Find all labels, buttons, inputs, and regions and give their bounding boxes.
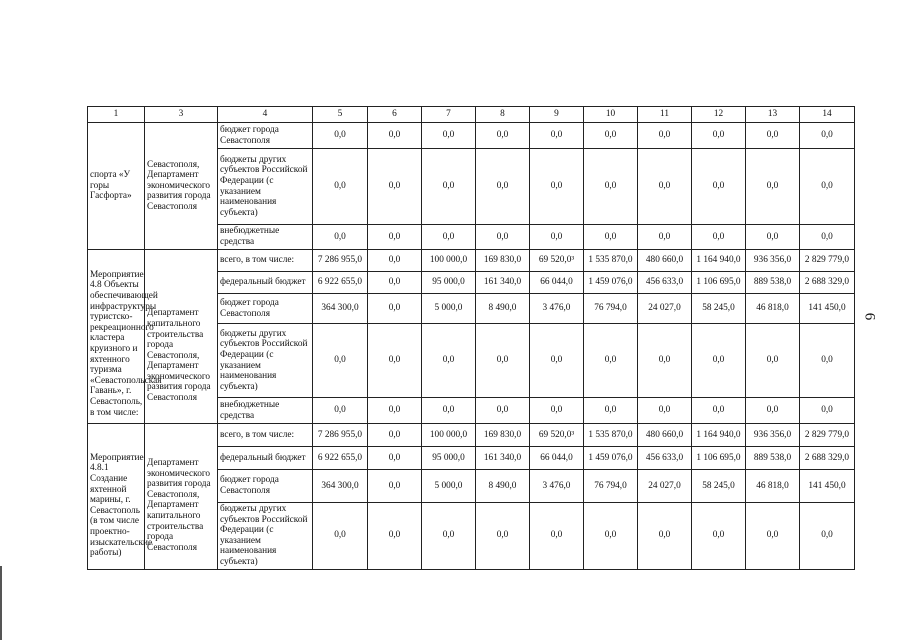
value-cell: 2 688 329,0 <box>800 272 855 294</box>
value-cell: 0,0 <box>422 123 476 149</box>
value-cell: 0,0 <box>368 250 422 272</box>
value-cell: 169 830,0 <box>476 424 530 447</box>
value-cell: 456 633,0 <box>638 447 692 470</box>
value-cell: 0,0 <box>692 149 746 225</box>
value-cell: 0,0 <box>746 123 800 149</box>
value-cell: 0,0 <box>638 149 692 225</box>
column-header: 10 <box>584 107 638 123</box>
value-cell: 1 535 870,0 <box>584 250 638 272</box>
value-cell: 0,0 <box>584 123 638 149</box>
value-cell: 0,0 <box>530 149 584 225</box>
value-cell: 69 520,0³ <box>530 424 584 447</box>
value-cell: 456 633,0 <box>638 272 692 294</box>
value-cell: 0,0 <box>638 503 692 570</box>
value-cell: 0,0 <box>368 447 422 470</box>
value-cell: 0,0 <box>638 225 692 250</box>
funding-source-cell: всего, в том числе: <box>218 250 313 272</box>
funding-source-cell: бюджеты других субъектов Российской Федерации (с указанием наименования субъекта) <box>218 149 313 225</box>
value-cell: 0,0 <box>800 503 855 570</box>
measure-name-cell: Мероприятие 4.8 Объекты обеспечивающей инфраструктуры туристско-рекреационного кластера круизного и яхтенного туризма «Севастопольская Гавань», г. Севастополь, в том числе: <box>88 250 145 424</box>
value-cell: 95 000,0 <box>422 272 476 294</box>
value-cell: 0,0 <box>746 225 800 250</box>
value-cell: 1 459 076,0 <box>584 272 638 294</box>
value-cell: 2 829 779,0 <box>800 424 855 447</box>
value-cell: 76 794,0 <box>584 470 638 503</box>
executor-cell: Севастополя, Департамент экономического развития города Севастополя <box>145 123 218 250</box>
value-cell: 1 459 076,0 <box>584 447 638 470</box>
value-cell: 0,0 <box>800 398 855 424</box>
table-row <box>88 424 855 447</box>
value-cell: 0,0 <box>746 149 800 225</box>
column-header: 5 <box>313 107 368 123</box>
value-cell: 0,0 <box>313 149 368 225</box>
value-cell: 1 535 870,0 <box>584 424 638 447</box>
table-row <box>88 123 855 149</box>
value-cell: 0,0 <box>584 324 638 398</box>
value-cell: 0,0 <box>368 225 422 250</box>
value-cell: 6 922 655,0 <box>313 272 368 294</box>
value-cell: 0,0 <box>800 123 855 149</box>
value-cell: 936 356,0 <box>746 424 800 447</box>
value-cell: 0,0 <box>692 324 746 398</box>
value-cell: 0,0 <box>476 225 530 250</box>
column-header: 9 <box>530 107 584 123</box>
value-cell: 0,0 <box>530 123 584 149</box>
value-cell: 0,0 <box>530 398 584 424</box>
value-cell: 0,0 <box>422 149 476 225</box>
value-cell: 76 794,0 <box>584 294 638 324</box>
value-cell: 480 660,0 <box>638 424 692 447</box>
value-cell: 0,0 <box>422 324 476 398</box>
value-cell: 169 830,0 <box>476 250 530 272</box>
value-cell: 0,0 <box>368 424 422 447</box>
value-cell: 0,0 <box>368 398 422 424</box>
column-number-row <box>88 107 855 123</box>
value-cell: 3 476,0 <box>530 470 584 503</box>
value-cell: 24 027,0 <box>638 470 692 503</box>
value-cell: 0,0 <box>800 149 855 225</box>
column-header: 14 <box>800 107 855 123</box>
value-cell: 1 164 940,0 <box>692 250 746 272</box>
executor-cell: Департамент экономического развития города Севастополя, Департамент капитального строительства города Севастополя <box>145 424 218 570</box>
column-header: 3 <box>145 107 218 123</box>
value-cell: 889 538,0 <box>746 272 800 294</box>
value-cell: 0,0 <box>476 398 530 424</box>
table-row <box>88 250 855 272</box>
value-cell: 161 340,0 <box>476 447 530 470</box>
value-cell: 0,0 <box>692 225 746 250</box>
value-cell: 5 000,0 <box>422 470 476 503</box>
value-cell: 66 044,0 <box>530 447 584 470</box>
value-cell: 7 286 955,0 <box>313 424 368 447</box>
value-cell: 0,0 <box>530 225 584 250</box>
value-cell: 1 164 940,0 <box>692 424 746 447</box>
value-cell: 364 300,0 <box>313 470 368 503</box>
column-header: 1 <box>88 107 145 123</box>
value-cell: 364 300,0 <box>313 294 368 324</box>
value-cell: 58 245,0 <box>692 294 746 324</box>
funding-source-cell: федеральный бюджет <box>218 447 313 470</box>
value-cell: 0,0 <box>746 503 800 570</box>
value-cell: 58 245,0 <box>692 470 746 503</box>
value-cell: 0,0 <box>692 503 746 570</box>
column-header: 13 <box>746 107 800 123</box>
budget-table <box>87 106 855 570</box>
value-cell: 0,0 <box>313 503 368 570</box>
funding-source-cell: бюджеты других субъектов Российской Федерации (с указанием наименования субъекта) <box>218 324 313 398</box>
funding-source-cell: бюджет города Севастополя <box>218 123 313 149</box>
value-cell: 0,0 <box>584 503 638 570</box>
value-cell: 1 106 695,0 <box>692 447 746 470</box>
value-cell: 100 000,0 <box>422 250 476 272</box>
value-cell: 2 688 329,0 <box>800 447 855 470</box>
value-cell: 0,0 <box>746 398 800 424</box>
value-cell: 141 450,0 <box>800 294 855 324</box>
funding-source-cell: федеральный бюджет <box>218 272 313 294</box>
value-cell: 0,0 <box>692 398 746 424</box>
value-cell: 0,0 <box>368 272 422 294</box>
value-cell: 0,0 <box>584 398 638 424</box>
value-cell: 6 922 655,0 <box>313 447 368 470</box>
column-header: 6 <box>368 107 422 123</box>
value-cell: 0,0 <box>368 503 422 570</box>
value-cell: 0,0 <box>313 225 368 250</box>
value-cell: 0,0 <box>368 470 422 503</box>
value-cell: 0,0 <box>476 123 530 149</box>
value-cell: 141 450,0 <box>800 470 855 503</box>
value-cell: 0,0 <box>422 398 476 424</box>
value-cell: 0,0 <box>638 398 692 424</box>
funding-source-cell: бюджеты других субъектов Российской Федерации (с указанием наименования субъекта) <box>218 503 313 570</box>
value-cell: 0,0 <box>313 123 368 149</box>
value-cell: 46 818,0 <box>746 294 800 324</box>
column-header: 8 <box>476 107 530 123</box>
funding-source-cell: бюджет города Севастополя <box>218 294 313 324</box>
funding-source-cell: внебюджетные средства <box>218 398 313 424</box>
value-cell: 3 476,0 <box>530 294 584 324</box>
value-cell: 161 340,0 <box>476 272 530 294</box>
column-header: 4 <box>218 107 313 123</box>
value-cell: 0,0 <box>476 149 530 225</box>
value-cell: 0,0 <box>800 225 855 250</box>
funding-source-cell: всего, в том числе: <box>218 424 313 447</box>
scan-edge-mark <box>0 566 2 640</box>
value-cell: 889 538,0 <box>746 447 800 470</box>
value-cell: 0,0 <box>368 324 422 398</box>
value-cell: 24 027,0 <box>638 294 692 324</box>
value-cell: 0,0 <box>584 149 638 225</box>
value-cell: 0,0 <box>476 324 530 398</box>
value-cell: 480 660,0 <box>638 250 692 272</box>
value-cell: 0,0 <box>368 149 422 225</box>
value-cell: 7 286 955,0 <box>313 250 368 272</box>
value-cell: 0,0 <box>368 294 422 324</box>
value-cell: 0,0 <box>638 123 692 149</box>
funding-source-cell: бюджет города Севастополя <box>218 470 313 503</box>
value-cell: 2 829 779,0 <box>800 250 855 272</box>
value-cell: 8 490,0 <box>476 294 530 324</box>
value-cell: 0,0 <box>530 503 584 570</box>
value-cell: 936 356,0 <box>746 250 800 272</box>
value-cell: 66 044,0 <box>530 272 584 294</box>
value-cell: 0,0 <box>313 324 368 398</box>
value-cell: 0,0 <box>800 324 855 398</box>
funding-source-cell: внебюджетные средства <box>218 225 313 250</box>
value-cell: 0,0 <box>638 324 692 398</box>
value-cell: 0,0 <box>692 123 746 149</box>
column-header: 11 <box>638 107 692 123</box>
value-cell: 0,0 <box>422 225 476 250</box>
value-cell: 0,0 <box>746 324 800 398</box>
value-cell: 0,0 <box>368 123 422 149</box>
column-header: 7 <box>422 107 476 123</box>
value-cell: 5 000,0 <box>422 294 476 324</box>
value-cell: 69 520,0³ <box>530 250 584 272</box>
measure-name-cell: спорта «У горы Гасфорта» <box>88 123 145 250</box>
value-cell: 46 818,0 <box>746 470 800 503</box>
executor-cell: Департамент капитального строительства города Севастополя, Департамент экономического развития города Севастополя <box>145 250 218 424</box>
value-cell: 0,0 <box>530 324 584 398</box>
column-header: 12 <box>692 107 746 123</box>
value-cell: 0,0 <box>313 398 368 424</box>
value-cell: 0,0 <box>422 503 476 570</box>
value-cell: 95 000,0 <box>422 447 476 470</box>
value-cell: 0,0 <box>476 503 530 570</box>
value-cell: 8 490,0 <box>476 470 530 503</box>
value-cell: 0,0 <box>584 225 638 250</box>
measure-name-cell: Мероприятие 4.8.1 Создание яхтенной марины, г. Севастополь (в том числе проектно-изыскательские работы) <box>88 424 145 570</box>
page-number: 6 <box>861 312 878 321</box>
value-cell: 100 000,0 <box>422 424 476 447</box>
value-cell: 1 106 695,0 <box>692 272 746 294</box>
